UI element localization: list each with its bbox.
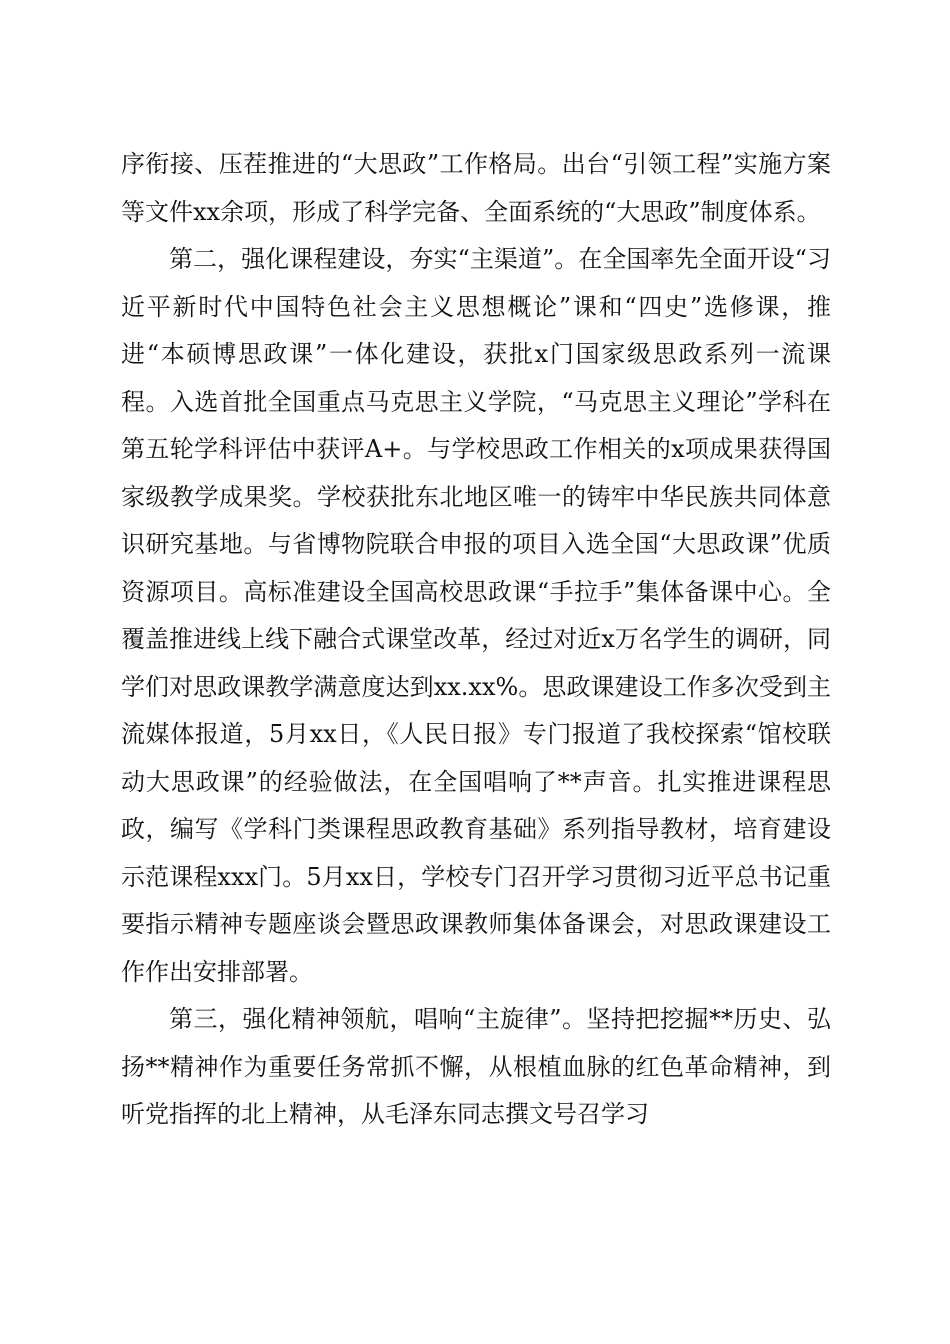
paragraph-spirit-guidance: 第三，强化精神领航，唱响“主旋律”。坚持把挖掘**历史、弘扬**精神作为重要任务常抓不懈，从根植血脉的红色革命精神，到听党指挥的北上精神，从毛泽东同志撰文号召学习: [121, 1005, 831, 1128]
document-body: [121, 141, 831, 1139]
paragraph-continuation: 序衔接、压茬推进的“大思政”工作格局。出台“引领工程”实施方案等文件xx余项，形成了科学完备、全面系统的“大思政”制度体系。: [121, 150, 831, 226]
paragraph-course-construction: 第二，强化课程建设，夯实“主渠道”。在全国率先全面开设“习近平新时代中国特色社会主义思想概论”课和“四史”选修课，推进“本硕博思政课”一体化建设，获批x门国家级思政系列一流课程。入选首批全国重点马克思主义学院，“马克思主义理论”学科在第五轮学科评估中获评A+。与学校思政工作相关的x项成果获得国家级教学成果奖。学校获批东北地区唯一的铸牢中华民族共同体意识研究基地。与省博物院联合申报的项目入选全国“大思政课”优质资源项目。高标准建设全国高校思政课“手拉手”集体备课中心。全覆盖推进线上线下融合式课堂改革，经过对近x万名学生的调研，同学们对思政课教学满意度达到xx.xx%。思政课建设工作多次受到主流媒体报道，5月xx日，《人民日报》专门报道了我校探索“馆校联动大思政课”的经验做法，在全国唱响了**声音。扎实推进课程思政，编写《学科门类课程思政教育基础》系列指导教材，培育建设示范课程xxx门。5月xx日，学校专门召开学习贯彻习近平总书记重要指示精神专题座谈会暨思政课教师集体备课会，对思政课建设工作作出安排部署。: [121, 245, 831, 986]
